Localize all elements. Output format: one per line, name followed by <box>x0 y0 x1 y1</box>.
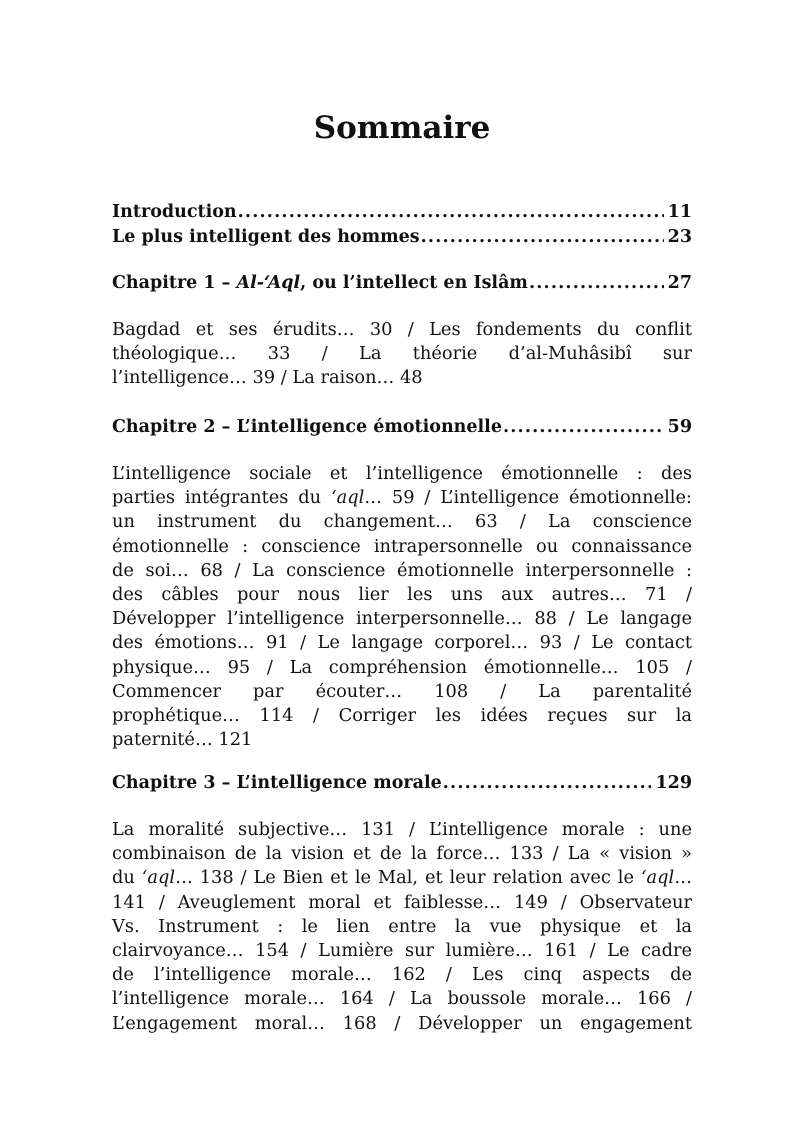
toc-entry-label: Chapitre 3 – L’intelligence morale <box>112 773 442 793</box>
toc-entry-intelligent-men <box>112 225 692 249</box>
summary-line: des câbles pour nous lier les uns aux autres… 71 / <box>112 584 692 606</box>
italic-term: ‘aql <box>141 867 176 889</box>
toc-page-number: 129 <box>655 773 692 793</box>
chapter-suffix: , ou l’intellect en Islâm <box>300 273 528 293</box>
chapter-prefix: Chapitre 1 – <box>112 273 237 293</box>
toc-entry-label: Chapitre 2 – L’intelligence émotionnelle <box>112 417 502 437</box>
toc-entry-introduction <box>112 200 692 224</box>
summary-line: clairvoyance… 154 / Lumière sur lumière… 161 / Le cadre <box>112 940 692 962</box>
chapter-italic-term: Al-‘Aql <box>236 273 301 293</box>
summary-line: combinaison de la vision et de la force… 133 / La « vision » <box>112 843 692 865</box>
toc-page-number: 27 <box>667 273 692 293</box>
toc-entry-chapter-2 <box>112 415 692 439</box>
summary-line: Développer l’intelligence interpersonnelle… 88 / Le langage <box>112 608 692 630</box>
summary-line: des émotions… 91 / Le langage corporel… 93 / Le contact <box>112 632 692 654</box>
toc-entry-label <box>112 271 528 295</box>
summary-line: un instrument du changement… 63 / La conscience <box>112 511 692 533</box>
chapter-2-summary <box>112 462 692 752</box>
summary-line: prophétique… 114 / Corriger les idées reçues sur la <box>112 705 692 727</box>
dot-leader <box>421 225 664 249</box>
summary-line: 141 / Aveuglement moral et faiblesse… 149 / Observateur <box>112 891 692 913</box>
summary-line: émotionnelle : conscience intrapersonnelle ou connaissance <box>112 535 692 557</box>
summary-line: Commencer par écouter… 108 / La parentalité <box>112 680 692 702</box>
chapter-1-summary <box>112 318 692 391</box>
summary-line: L’engagement moral… 168 / Développer un engagement <box>112 1012 692 1034</box>
italic-term: ‘aql <box>640 867 675 889</box>
summary-line: l’intelligence morale… 164 / La boussole morale… 166 / <box>112 988 692 1010</box>
summary-line: L’intelligence sociale et l’intelligence émotionnelle : des <box>112 463 692 484</box>
summary-line: physique… 95 / La compréhension émotionnelle… 105 / <box>112 656 692 678</box>
toc-page-number: 11 <box>667 202 692 222</box>
summary-line: La moralité subjective… 131 / L’intelligence morale : une <box>112 819 692 840</box>
toc-entry-label: Le plus intelligent des hommes <box>112 227 420 247</box>
dot-leader <box>503 415 664 439</box>
summary-line: l’intelligence… 39 / La raison… 48 <box>112 367 423 389</box>
summary-line: parties intégrantes du ‘aql… 59 / L’intelligence émotionnelle: <box>112 487 692 509</box>
dot-leader <box>238 200 664 224</box>
italic-term: ‘aql <box>330 487 365 509</box>
summary-line: Bagdad et ses érudits… 30 / Les fondements du conflit <box>112 319 692 340</box>
summary-line: paternité… 121 <box>112 729 253 751</box>
summary-line: théologique… 33 / La théorie d’al-Muhâsibî sur <box>112 343 692 365</box>
toc-entry-chapter-1 <box>112 271 692 295</box>
summary-line: Vs. Instrument : le lien entre la vue physique et la <box>112 915 692 937</box>
toc-page-number: 23 <box>667 227 692 247</box>
summary-line: de soi… 68 / La conscience émotionnelle interpersonnelle : <box>112 559 692 581</box>
summary-line: du ‘aql… 138 / Le Bien et le Mal, et leur relation avec le ‘aql… <box>112 867 692 889</box>
summary-line: de l’intelligence morale… 162 / Les cinq aspects de <box>112 964 692 986</box>
toc-page-number: 59 <box>667 417 692 437</box>
page-title: Sommaire <box>313 110 491 146</box>
toc-entry-chapter-3 <box>112 771 692 795</box>
dot-leader <box>529 271 664 295</box>
chapter-3-summary <box>112 818 692 1036</box>
toc-entry-label: Introduction <box>112 202 237 222</box>
dot-leader <box>443 771 652 795</box>
